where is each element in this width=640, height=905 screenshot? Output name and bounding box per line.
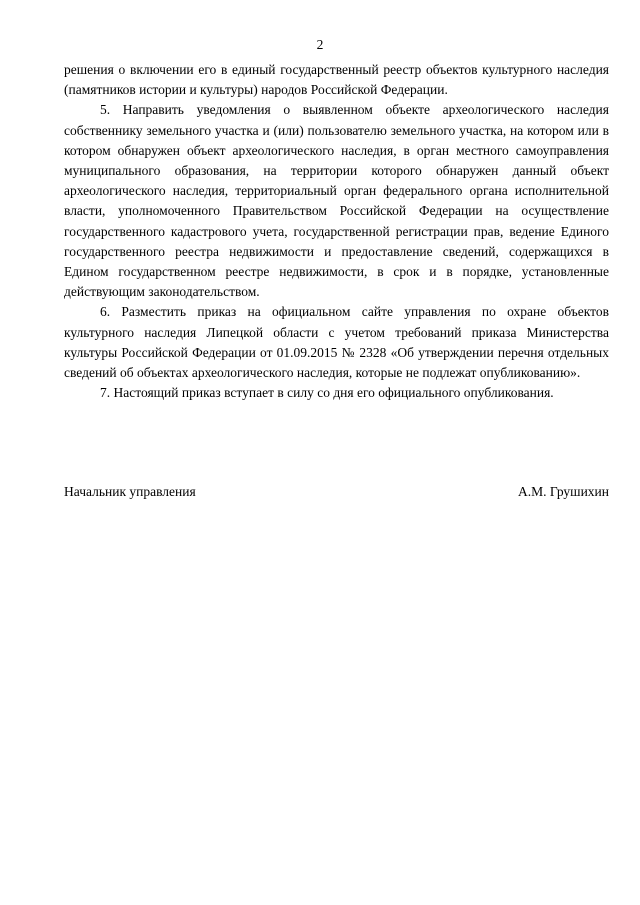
document-body [64, 60, 609, 403]
paragraph-item-7: 7. Настоящий приказ вступает в силу со дня его официального опубликования. [100, 385, 554, 401]
signatory-position: Начальник управления [64, 484, 196, 499]
paragraph-continuation: решения о включении его в единый государственный реестр объектов культурного наследия (памятников истории и культуры) народов Российской Федерации. [64, 62, 609, 98]
signatory-name: А.М. Грушихин [518, 484, 609, 499]
paragraph-item-6: 6. Разместить приказ на официальном сайте управления по охране объектов культурного наследия Липецкой области с учетом требований приказа Министерства культуры Российской Федерации от 01.09.2015 № 2328 «Об утверждении перечня отдельных сведений об объектах археологического наследия, которые не подлежат опубликованию». [64, 304, 609, 381]
page-number: 2 [316, 37, 324, 52]
signature-block [64, 482, 609, 502]
paragraph-item-5: 5. Направить уведомления о выявленном объекте археологического наследия собственнику земельного участка и (или) пользователю земельного участка, на котором или в котором обнаружен объект археологического наследия, в орган местного самоуправления муниципального образования, на территории которого обнаружен данный объект археологического наследия, территориальный орган федерального органа исполнительной власти, уполномоченного Правительством Российской Федерации на осуществление государственного кадастрового учета, государственной регистрации прав, ведение Единого государственного реестра недвижимости и предоставление сведений, содержащихся в Едином государственном реестре недвижимости, в срок и в порядке, установленные действующим законодательством. [64, 102, 609, 300]
